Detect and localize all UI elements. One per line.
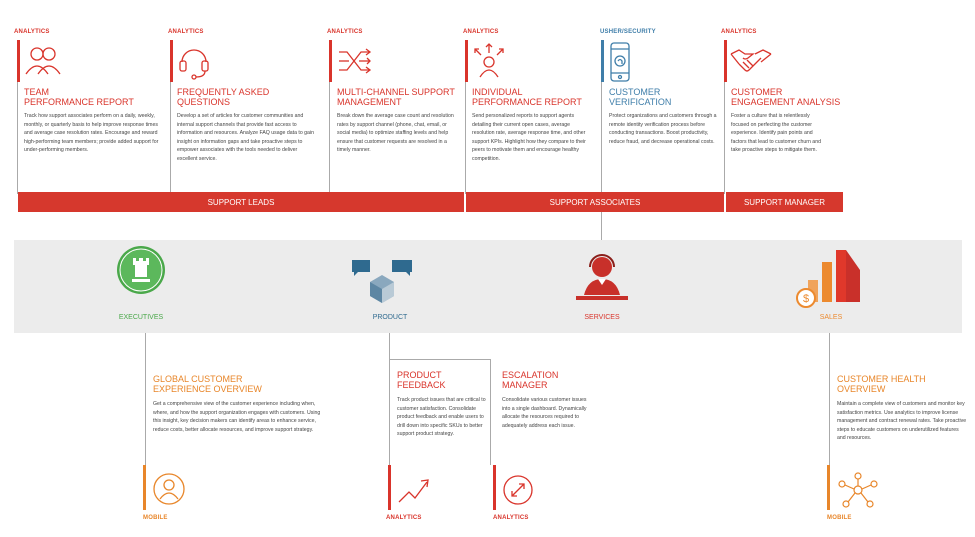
card-title: INDIVIDUAL PERFORMANCE REPORT [472, 87, 582, 107]
divider-line [389, 333, 390, 465]
support-associates-bar: SUPPORT ASSOCIATES [466, 192, 724, 212]
accent-bar [493, 465, 496, 510]
team-people-icon [24, 44, 62, 83]
support-leads-bar: SUPPORT LEADS [18, 192, 464, 212]
product-chat-box-icon [352, 258, 412, 309]
accent-bar [388, 465, 391, 510]
accent-bar [601, 40, 604, 82]
divider-line [17, 82, 18, 194]
category-label: MOBILE [827, 515, 852, 521]
segment-executives: EXECUTIVES [118, 314, 164, 321]
card-title: CUSTOMER VERIFICATION [609, 87, 672, 107]
divider-line [170, 82, 171, 194]
person-arrows-icon [472, 42, 506, 85]
card-title: FREQUENTLY ASKED QUESTIONS [177, 87, 270, 107]
card-description: Consolidate various customer issues into a single dashboard. Dynamically allocate the resources required to adequately address each issue. [502, 397, 587, 429]
divider-line [145, 333, 146, 465]
chess-rook-icon [116, 245, 166, 300]
card-description: Maintain a complete view of customers and monitor key satisfaction metrics. Use analytics to improve license management and contract renewal rates. Take proactive steps to educate customers on underutilized features and resources. [837, 401, 967, 442]
network-people-icon [838, 472, 878, 515]
divider-line [465, 82, 466, 194]
card-title: TEAM PERFORMANCE REPORT [24, 87, 134, 107]
segment-sales: SALES [819, 314, 843, 321]
handshake-icon [730, 48, 772, 79]
divider-line [389, 359, 491, 360]
user-circle-icon [152, 472, 186, 511]
divider-line [329, 82, 330, 194]
card-description: Protect organizations and customers through a remote identity verification process before conducting transactions. Boost productivity, reduce fraud, and decrease operational costs. [609, 113, 717, 145]
card-title: CUSTOMER HEALTH OVERVIEW [837, 374, 926, 394]
card-description: Get a comprehensive view of the customer experience including when, where, and how the support organization engages with customers. Using this insight, key decision makers can identify areas to enhance service, reduce costs, better allocate resources, and improve support strategy. [153, 401, 321, 433]
segment-services: SERVICES [584, 314, 620, 321]
sales-growth-chart-icon [796, 248, 860, 315]
card-description: Foster a culture that is relentlessly focused on perfecting the customer experience. Identify pain points and factors that lead to customer churn and take proactive steps to mitigate them. [731, 113, 821, 154]
category-label: MOBILE [143, 515, 168, 521]
shuffle-arrows-icon [337, 46, 373, 81]
svg-text:$: $ [802, 293, 810, 305]
card-description: Develop a set of articles for customer communities and internal support channels that provide fast access to information and resources. Analyze FAQ usage data to gain insight on information gaps and take proactive steps to empower associates with the tools needed to deliver excellent service. [177, 113, 314, 162]
divider-line [490, 359, 491, 465]
support-agent-icon [570, 253, 634, 308]
connector-line [601, 212, 602, 240]
headset-icon [177, 44, 211, 85]
card-description: Break down the average case count and resolution rates by support channel (phone, chat, email, or social media) to optimize staffing levels and help ensure that customer requests are resolved in a timely manner. [337, 113, 454, 154]
card-description: Track product issues that are critical to customer satisfaction. Consolidate product feedback and enable users to drill down into specific SKUs to better support product strategy. [397, 397, 486, 438]
card-title: PRODUCT FEEDBACK [397, 370, 446, 390]
category-label: ANALYTICS [14, 29, 50, 35]
card-title: MULTI-CHANNEL SUPPORT MANAGEMENT [337, 87, 455, 107]
trend-line-icon [397, 474, 431, 509]
expand-arrows-icon [502, 474, 534, 511]
category-label: ANALYTICS [168, 29, 204, 35]
category-label: ANALYTICS [493, 515, 529, 521]
accent-bar [143, 465, 146, 510]
category-label: ANALYTICS [386, 515, 422, 521]
category-label: ANALYTICS [327, 29, 363, 35]
accent-bar [17, 40, 20, 82]
support-manager-bar: SUPPORT MANAGER [726, 192, 843, 212]
divider-line [829, 333, 830, 465]
card-description: Send personalized reports to support agents detailing their current open cases, average resolution rate, average response time, and other support KPIs. Highlight how they compare to their peers to motivate them and encourage healthy competition. [472, 113, 586, 162]
divider-line [724, 82, 725, 194]
accent-bar [465, 40, 468, 82]
accent-bar [170, 40, 173, 82]
accent-bar [329, 40, 332, 82]
card-title: GLOBAL CUSTOMER EXPERIENCE OVERVIEW [153, 374, 262, 394]
segment-product: PRODUCT [372, 314, 408, 321]
card-description: Track how support associates perform on a daily, weekly, monthly, or quarterly basis to help improve response times and average case resolution rates. Encourage and reward high-performing team members; provide added support for under-performing members. [24, 113, 159, 154]
accent-bar [724, 40, 727, 82]
category-label: ANALYTICS [721, 29, 757, 35]
category-label: USHER/SECURITY [600, 29, 656, 35]
accent-bar [827, 465, 830, 510]
mobile-phone-icon [609, 42, 631, 87]
card-title: ESCALATION MANAGER [502, 370, 559, 390]
divider-line [601, 82, 602, 194]
category-label: ANALYTICS [463, 29, 499, 35]
card-title: CUSTOMER ENGAGEMENT ANALYSIS [731, 87, 841, 107]
